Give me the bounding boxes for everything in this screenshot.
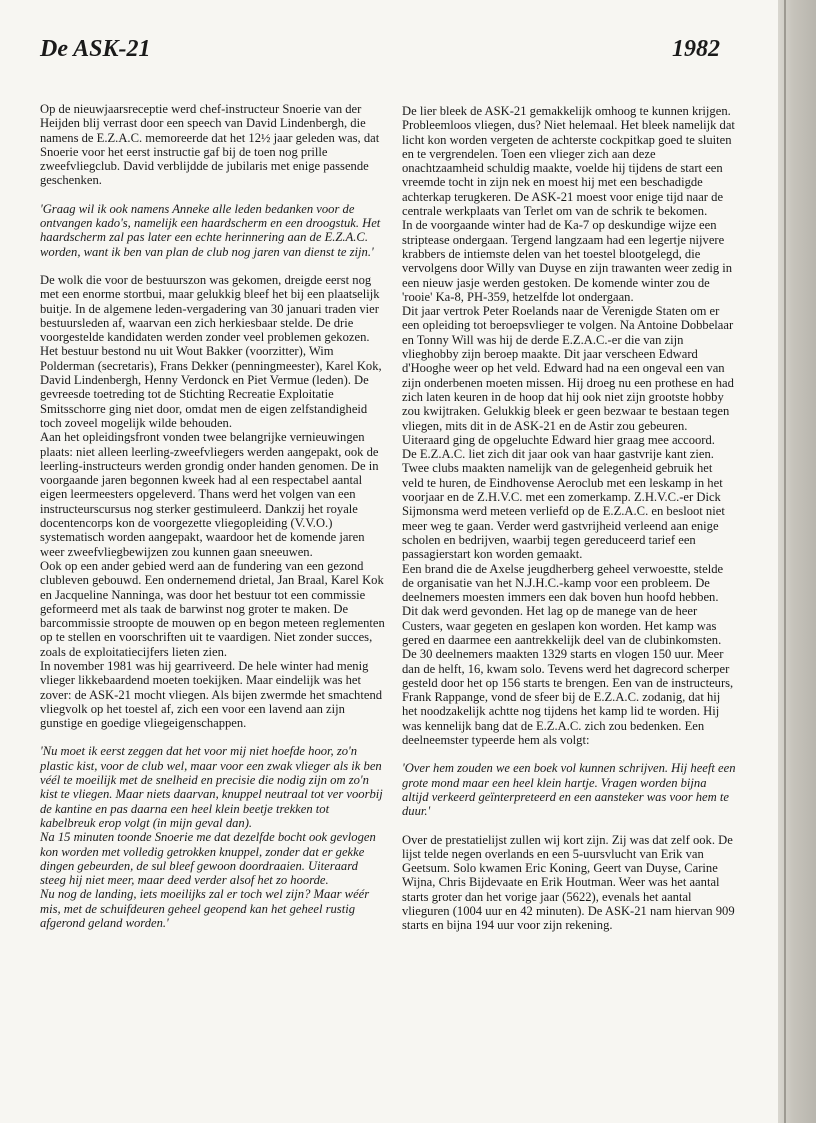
page-header — [40, 36, 720, 66]
quote-landing: Nu nog de landing, iets moeilijks zal er toch wel zijn? Maar wéér mis, met de schuifdeuren geheel geopend kan het geheel rustig afgerond geland worden.' — [40, 887, 370, 931]
left-column — [40, 102, 385, 930]
paragraph-receptie: Op de nieuwjaarsreceptie werd chef-instructeur Snoerie van der Heijden blij verrast door een speech van David Lindenbergh, die namens de E.Z.A.C. memoreerde dat het 12½ jaar geleden was, dat Snoerie voor het eerst instructie gaf bij de toen nog prille zweefvliegclub. David verblijdde de jubilaris met enige passende geschenken. — [40, 102, 380, 188]
paragraph-deelnemers: De 30 deelnemers maakten 1329 starts en vlogen 150 uur. Meer dan de helft, 16, kwam solo. Tevens werd het dagrecord scherper gesteld door het op 156 starts te brengen. Een van de instructeurs, Frank Rappange, vond de sfeer bij de E.Z.A.C. zodanig, dat hij het noodzakelijk achtte nog tijdens het kamp lid te worden. Hij was kennelijk bang dat de E.Z.A.C. zich zou bedenken. Een deelneemster typeerde hem als volgt: — [402, 647, 734, 748]
paragraph-gastvrij: De E.Z.A.C. liet zich dit jaar ook van haar gastvrije kant zien. Twee clubs maakten namelijk van de gelegenheid gebruik het veld te huren, de Eindhovense Aeroclub met een leskamp in het voorjaar en de Z.H.V.C. met een zomerkamp. Z.H.V.C.-er Dick Sijmonsma werd meteen verliefd op de E.Z.A.C. en besloot niet meer weg te gaan. Verder werd gastvrijheid verleend aan enige scholen en bedrijven, waarbij tegen gereduceerd tarief een passagierstart kon worden gemaakt. — [402, 447, 725, 562]
quote-snoerie: 'Graag wil ik ook namens Anneke alle leden bedanken voor de ontvangen kado's, namelijk een haardscherm en een droogstuk. Het haardscherm zal pas later een echte herinnering aan de E.Z.A.C. worden, want ik ben van plan de club nog jaren van dienst te zijn.' — [40, 201, 381, 259]
paragraph-bestuur: De wolk die voor de bestuurszon was gekomen, dreigde eerst nog met een enorme stortbui, maar gelukkig bleef het bij een plaatselijk buitje. In de algemene leden-vergadering van 30 januari traden vier bestuursleden af, waarvan een zich herkiesbaar stelde. De drie voorgestelde kandidaten werden zonder veel problemen gekozen. Het bestuur bestond nu uit Wout Bakker (voorzitter), Wim Polderman (secretaris), Frans Dekker (penningmeester), Karel Kok, David Lindenbergh, Henny Verdonck en Piet Vermue (leden). De gevreesde toetreding tot de Stichting Recreatie Exploitatie Smitsschorre ging niet door, omdat men de eigen zelfstandigheid toch zoveel mogelijk wilde behouden. — [40, 272, 382, 430]
paragraph-ka7: In de voorgaande winter had de Ka-7 op deskundige wijze een striptease ondergaan. Tergend langzaam had een legertje nijvere krabbers de intiemste delen van het toestel blootgelegd, die vervolgens door Willy van Duyse en zijn trawanten weer zedig in een nieuw jasje werden gestoken. De komende winter zou de 'rooie' Ka-8, PH-359, hetzelfde lot ondergaan. — [402, 218, 733, 304]
paragraph-prestatielijst: Over de prestatielijst zullen wij kort zijn. Zij was dat zelf ook. De lijst telde negen overlands en een 5-uursvlucht van Erik van Geetsum. Solo kwamen Eric Koning, Geert van Duyse, Carine Wijna, Chris Bijdevaate en Erik Houtman. Weer was het aantal starts groter dan het vorige jaar (5622), evenals het aantal vlieguren (1004 uur en 42 minuten). De ASK-21 nam hiervan 909 starts en bijna 194 uur voor zijn rekening. — [402, 832, 735, 933]
paragraph-brand: Een brand die de Axelse jeugdherberg geheel verwoestte, stelde de organisatie van het N.J.H.C.-kamp voor een probleem. De deelnemers moesten immers een dak boven hun hoofd hebben. Dit dak werd gevonden. Het lag op de manege van de heer Custers, waar gegeten en geslapen kon worden. Het kamp was gered en daarmee een aantrekkelijk deel van de clubinkomsten. — [402, 561, 724, 647]
page-title: De ASK-21 — [40, 36, 151, 62]
paragraph-barcommissie: Ook op een ander gebied werd aan de fundering van een gezond clubleven gebouwd. Een ondernemend drietal, Jan Braal, Karel Kok en Jacqueline Nanninga, was door het bestuur tot een commissie geformeerd met als taak de barwinst nog groter te maken. De barcommissie stroopte de mouwen op en begon meteen reglementen op te stellen en voorschriften uit te vaardigen. Niet zonder succes, zoals de exploitatiecijfers lieten zien. — [40, 558, 385, 659]
quote-deelneemster: 'Over hem zouden we een boek vol kunnen schrijven. Hij heeft een grote mond maar een heel klein hartje. Vragen worden bijna altijd verkeerd geïnterpreteerd en een aansteker was voor hem te duur.' — [402, 761, 736, 819]
page-year: 1982 — [672, 36, 720, 62]
quote-bocht: Na 15 minuten toonde Snoerie me dat dezelfde bocht ook gevlogen kon worden met volledig getrokken knuppel, zonder dat er gekke dingen gebeurden, de sul bleef gewoon doordraaien. Uiteraard steeg hij niet meer, maar deed verder alsof het zo hoorde. — [40, 830, 376, 888]
paragraph-ask21: In november 1981 was hij gearriveerd. De hele winter had menig vlieger likkebaardend moeten toekijken. Maar eindelijk was het zover: de ASK-21 mocht vliegen. Als bijen zwermde het smachtend vliegvolk op het toestel af, zich een voor een lavend aan zijn gunstige en goedige vliegeigenschappen. — [40, 658, 383, 731]
paragraph-lier: De lier bleek de ASK-21 gemakkelijk omhoog te kunnen krijgen. Probleemloos vliegen, dus? Niet helemaal. Het bleek namelijk dat licht kon worden vergeten de achterste cockpitkap goed te sluiten en te vergrendelen. Toen een vlieger zich aan deze onachtzaamheid schuldig maakte, voelde hij tijdens de start een vreemde tocht in zijn nek en moest hij met een beschadigde achterkap terugkeren. De ASK-21 moest voor enige tijd naar de centrale werkplaats van Terlet om van de schrik te bekomen. — [402, 104, 735, 219]
right-column — [402, 104, 736, 933]
paragraph-opleiding: Aan het opleidingsfront vonden twee belangrijke vernieuwingen plaats: niet alleen leerling-zweefvliegers werden aangepakt, ook de leerling-instructeurs werden grondig onder handen genomen. De in voorgaande jaren begonnen kweek had al een respectabel aantal eigen leermeesters opgeleverd. Thans werd het volgen van een instructeurscursus nog sterker gestimuleerd. Dankzij het royale docentencorps kon de voorgezette vliegopleiding (V.V.O.) systematisch worden aangepakt, waardoor het de komende jaren weer zweefvliegbewijzen zou kunnen gaan sneeuwen. — [40, 430, 379, 559]
page-edge — [778, 0, 816, 1123]
quote-plastic-kist: 'Nu moet ik eerst zeggen dat het voor mij niet hoefde hoor, zo'n plastic kist, voor de club wel, maar voor een zwak vlieger als ik ben véél te moeilijk met de snelheid en precisie die nodig zijn om zo'n kist te vliegen. Maar niets daarvan, knuppel neutraal tot ver voorbij de kantine en pas daarna een heel klein beetje trekken tot kabelbreuk erop volgt (in mijn geval dan). — [40, 744, 383, 830]
paragraph-roelands: Dit jaar vertrok Peter Roelands naar de Verenigde Staten om er een opleiding tot beroepsvlieger te volgen. Na Antoine Dobbelaar en Tonny Will was hij de derde E.Z.A.C.-er die van zijn vlieghobby zijn beroep maakte. Dit jaar verscheen Edward d'Hooghe weer op het veld. Edward had na een ongeval een van zijn onderbenen moeten missen. Hij droeg nu een prothese en had zich laten keuren in de hoop dat hij ook niet zijn grootste hobby zou kwijtraken. Gelukkig bleek er geen bezwaar te bestaan tegen vliegen, mits dit in de ASK-21 en de Astir zou gebeuren. Uiteraard ging de opgeluchte Edward hier graag mee accoord. — [402, 304, 734, 447]
